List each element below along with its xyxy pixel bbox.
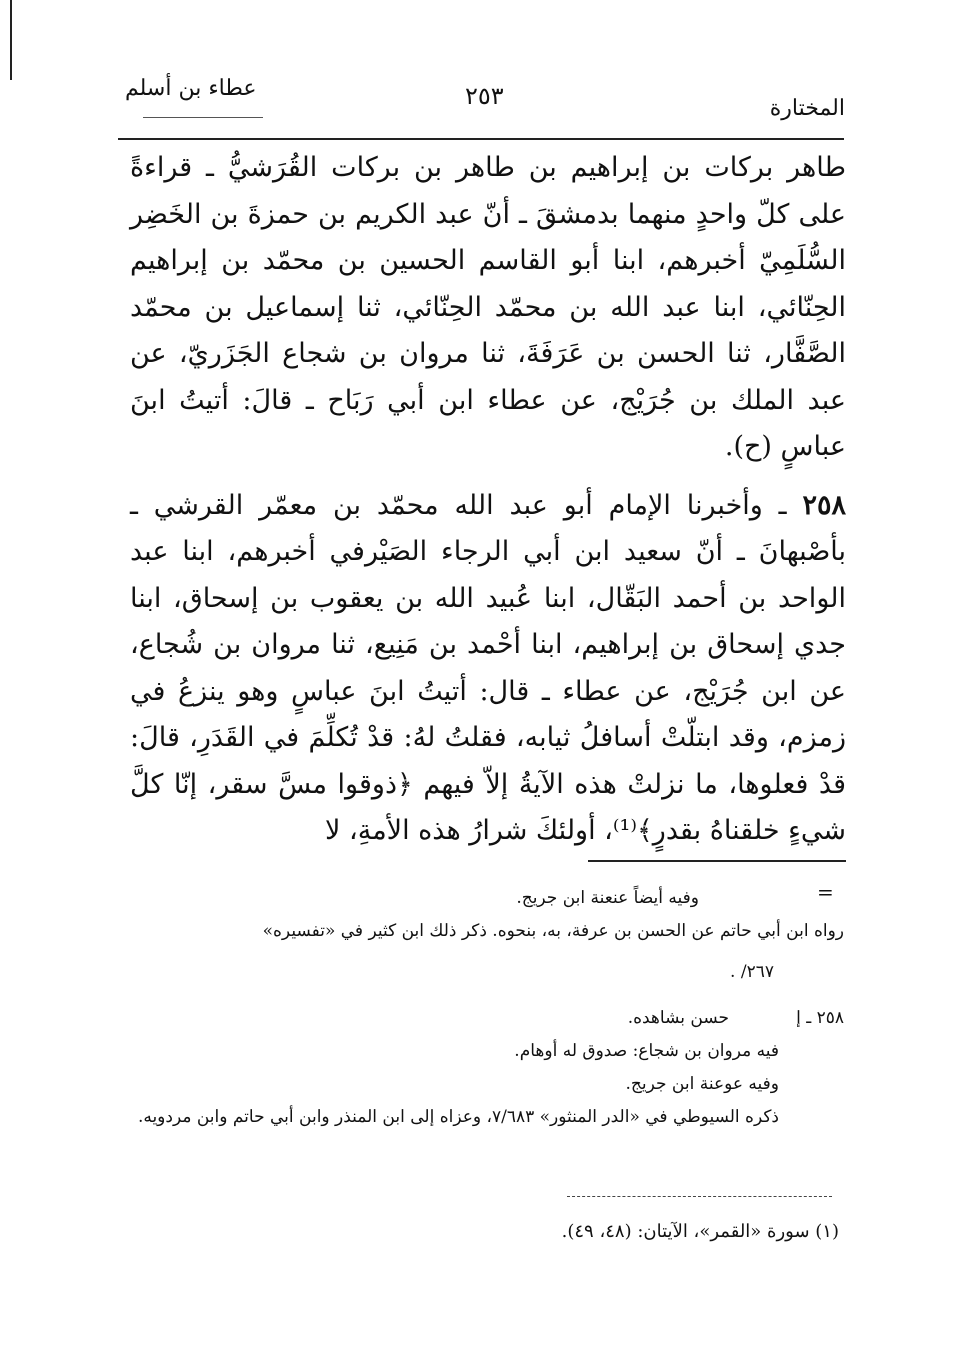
footnote-separator [588, 860, 846, 862]
footnote-number-258: ٢٥٨ ـ إ [796, 1008, 844, 1028]
quran-reference: (١) سورة «القمر»، الآيتان: (٤٨، ٤٩). [561, 1221, 839, 1242]
section-title: عطاء بن أسلم [125, 76, 257, 101]
footnote-line-4: ذكره السيوطي في «الدر المنثور» ٧/٦٨٣، وعزاه إلى ابن المنذر وابن أبي حاتم وابن مردويه. [137, 1107, 779, 1127]
footnote-grade: حسن بشاهده. [627, 1008, 729, 1028]
hadith-number: ٢٥٨ [802, 489, 846, 521]
footnote-line-3: وفيه عوعنة ابن جريج. [625, 1074, 779, 1094]
page-number: ٢٥٣ [465, 82, 504, 110]
main-text [130, 145, 846, 855]
page-edge-line [10, 0, 12, 80]
book-title: المختارة [769, 96, 845, 121]
header-rule [118, 138, 844, 140]
continuation-mark: = [817, 880, 834, 904]
page-header [125, 70, 845, 130]
footnote-cont-line-2: رواه ابن أبي حاتم عن الحسن بن عرفة، به، بنحوه. ذكر ذلك ابن كثير في «تفسيره» [262, 921, 844, 941]
footnote-dashed-separator [567, 1196, 832, 1197]
footnote-cont-line-3: ٢٦٧/ . [730, 962, 774, 982]
paragraph-isnad-1: طاهر بركات بن إبراهيم بن طاهر بن بركات القُرَشيُّ ـ قراءةً على كلّ واحدٍ منهما بدمشقَ ـ أنّ عبد الكريم بن حمزةَ بن الخَضِر السُّلَمِيّ أخبرهم، ابنا أبو القاسم الحسين بن محمّد بن إبراهيم الحِنّائي، ابنا عبد الله بن محمّد الحِنّائي، ثنا إسماعيل بن محمّد الصَّفَّار، ثنا الحسن بن عَرَفَةَ، ثنا مروان بن شجاع الجَزَريّ، عن عبد الملك بن جُرَيْج، عن عطاء ابن أبي رَبَاح ـ قالَ: أتيتُ ابنَ عباسٍ (ح). [130, 152, 846, 462]
footnote-cont-line-1: وفيه أيضاً عنعنة ابن جريج. [516, 888, 699, 908]
footnote-line-2: فيه مروان بن شجاع: صدوق له أوهام. [514, 1041, 779, 1061]
paragraph-hadith-258 [130, 483, 846, 855]
hadith-text: ـ وأخبرنا الإمام أبو عبد الله محمّد بن معمّر القرشي ـ بأصْبهانَ ـ أنّ سعيد ابن أبي الرجاء الصَيْرفي أخبرهم، ابنا عبد الواحد بن أحمد البَقّال، ابنا عُبيد الله بن يعقوب بن إسحاق، ابنا جدي إسحاق بن إبراهيم، ابنا أحْمد بن مَنِيع، ثنا مروان بن شُجاع، عن ابن جُرَيْج، عن عطاء ـ قال: أتيتُ ابنَ عباسٍ وهو ينزعُ في زمزم، وقد ابتلّتْ أسافلُ ثيابه، فقلتُ لهُ: قدْ تُكلِّمَ في القَدَرِ، قالَ: قدْ فعلوها، ما نزلتْ هذه الآيةُ إلاّ فيهم ﴿ذوقوا مسَّ سقر، إنّا كلَّ شيءٍ خلقناهُ بقدرٍ﴾⁽¹⁾، أولئكَ شرارُ هذه الأمةِ، لا [130, 489, 846, 846]
section-title-underline [143, 117, 263, 118]
